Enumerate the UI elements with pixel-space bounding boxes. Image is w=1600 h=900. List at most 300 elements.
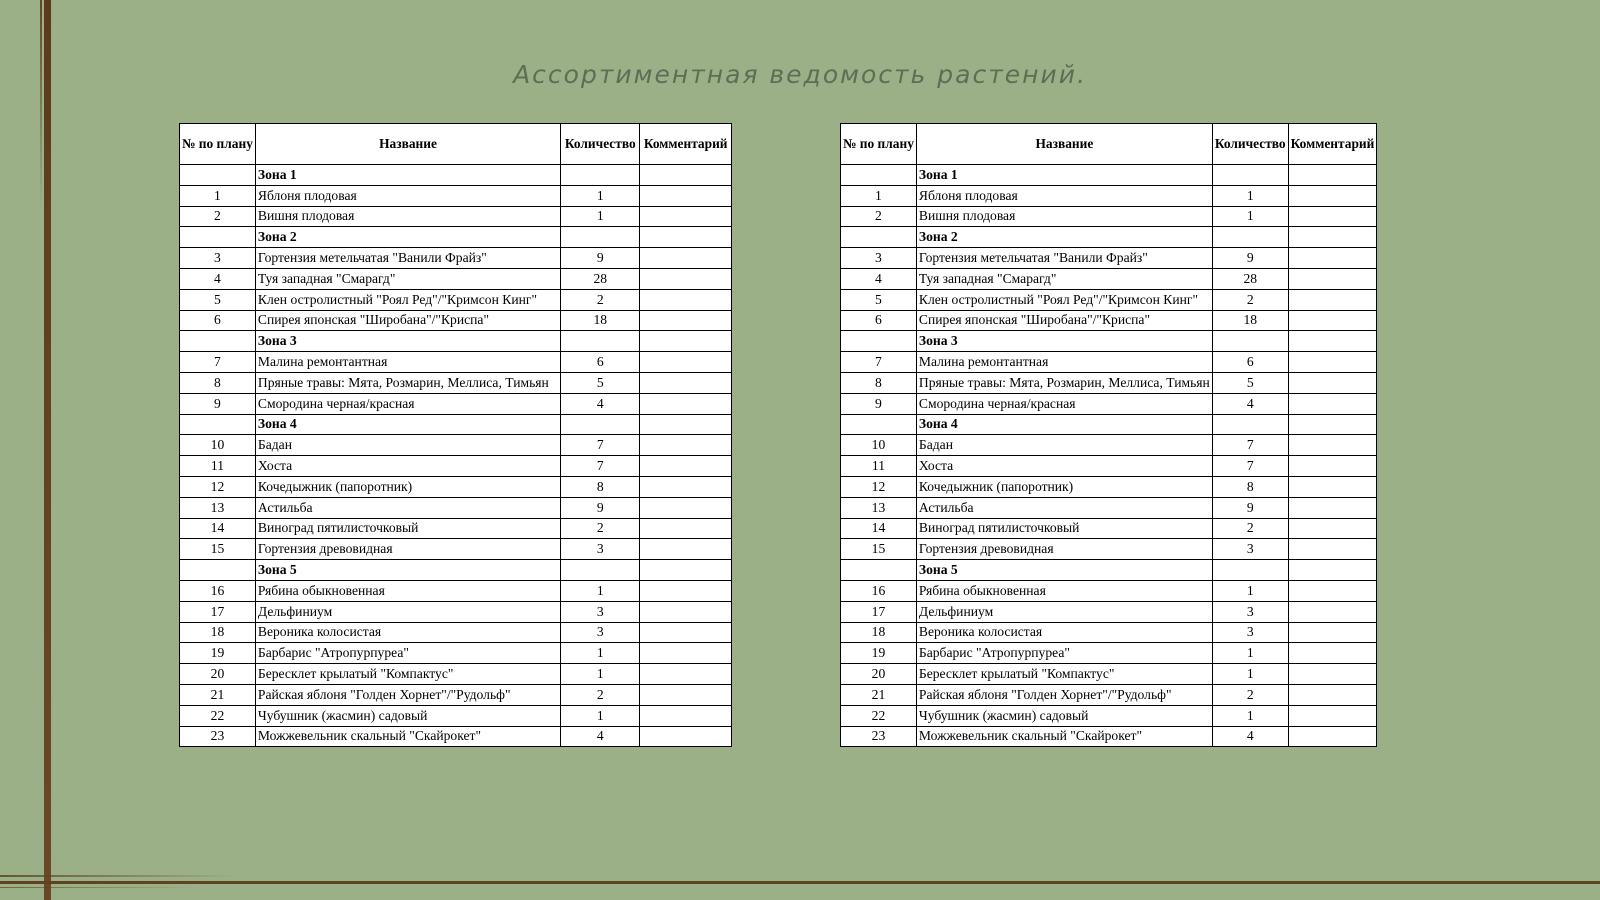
cell-quantity bbox=[561, 331, 640, 352]
cell-zone-name: Зона 5 bbox=[255, 560, 560, 581]
cell-plant-name: Смородина черная/красная bbox=[916, 393, 1212, 414]
cell-plan-number bbox=[841, 414, 917, 435]
cell-plan-number: 17 bbox=[180, 601, 256, 622]
cell-quantity bbox=[561, 560, 640, 581]
table-row bbox=[841, 456, 1377, 477]
cell-plant-name: Малина ремонтантная bbox=[916, 352, 1212, 373]
table-row bbox=[180, 580, 732, 601]
table-row bbox=[841, 476, 1377, 497]
cell-plan-number: 14 bbox=[841, 518, 917, 539]
table-row bbox=[180, 476, 732, 497]
cell-plan-number bbox=[841, 165, 917, 186]
cell-comment bbox=[1288, 622, 1377, 643]
zone-header-row bbox=[180, 560, 732, 581]
cell-quantity: 28 bbox=[1212, 268, 1288, 289]
zone-header-row bbox=[180, 165, 732, 186]
cell-plan-number: 16 bbox=[841, 580, 917, 601]
cell-quantity: 1 bbox=[1212, 580, 1288, 601]
cell-quantity: 1 bbox=[561, 664, 640, 685]
table-row bbox=[180, 726, 732, 747]
cell-plan-number: 7 bbox=[180, 352, 256, 373]
cell-comment bbox=[640, 601, 732, 622]
cell-plan-number: 19 bbox=[180, 643, 256, 664]
cell-quantity bbox=[1212, 560, 1288, 581]
cell-comment bbox=[1288, 165, 1377, 186]
cell-comment bbox=[1288, 476, 1377, 497]
cell-quantity: 9 bbox=[1212, 497, 1288, 518]
table-row bbox=[841, 664, 1377, 685]
table-body bbox=[841, 165, 1377, 747]
cell-plant-name: Яблоня плодовая bbox=[255, 185, 560, 206]
cell-comment bbox=[1288, 497, 1377, 518]
cell-comment bbox=[1288, 227, 1377, 248]
cell-plant-name: Вероника колосистая bbox=[916, 622, 1212, 643]
cell-plant-name: Гортензия метельчатая "Ванили Фрайз" bbox=[916, 248, 1212, 269]
cell-plan-number bbox=[180, 560, 256, 581]
cell-quantity: 1 bbox=[1212, 206, 1288, 227]
decorative-vertical-line bbox=[44, 0, 51, 900]
cell-quantity bbox=[1212, 165, 1288, 186]
header-quantity: Количество bbox=[1212, 124, 1288, 165]
cell-plan-number: 13 bbox=[841, 497, 917, 518]
cell-plan-number: 5 bbox=[841, 289, 917, 310]
cell-comment bbox=[640, 664, 732, 685]
cell-plant-name: Вероника колосистая bbox=[255, 622, 560, 643]
cell-comment bbox=[1288, 705, 1377, 726]
cell-quantity: 6 bbox=[1212, 352, 1288, 373]
table-row bbox=[841, 185, 1377, 206]
cell-plan-number: 6 bbox=[841, 310, 917, 331]
cell-plant-name: Спирея японская "Широбана"/"Криспа" bbox=[916, 310, 1212, 331]
table-row bbox=[180, 393, 732, 414]
cell-comment bbox=[640, 414, 732, 435]
cell-quantity bbox=[561, 227, 640, 248]
cell-plant-name: Рябина обыкновенная bbox=[255, 580, 560, 601]
cell-comment bbox=[1288, 310, 1377, 331]
table-row bbox=[180, 601, 732, 622]
table-row bbox=[180, 497, 732, 518]
cell-plan-number: 11 bbox=[841, 456, 917, 477]
cell-plan-number bbox=[841, 227, 917, 248]
table-row bbox=[180, 622, 732, 643]
cell-plan-number: 9 bbox=[180, 393, 256, 414]
cell-quantity: 4 bbox=[561, 393, 640, 414]
cell-comment bbox=[640, 227, 732, 248]
header-plan-number: № по плану bbox=[841, 124, 917, 165]
cell-plant-name: Чубушник (жасмин) садовый bbox=[916, 705, 1212, 726]
cell-zone-name: Зона 3 bbox=[255, 331, 560, 352]
table-row bbox=[841, 268, 1377, 289]
table-row bbox=[841, 518, 1377, 539]
table-row bbox=[180, 643, 732, 664]
cell-plant-name: Пряные травы: Мята, Розмарин, Меллиса, Тимьян bbox=[916, 372, 1212, 393]
cell-plant-name: Дельфиниум bbox=[255, 601, 560, 622]
cell-plan-number: 18 bbox=[841, 622, 917, 643]
cell-quantity: 3 bbox=[1212, 622, 1288, 643]
cell-comment bbox=[1288, 456, 1377, 477]
cell-comment bbox=[1288, 435, 1377, 456]
cell-plant-name: Астильба bbox=[255, 497, 560, 518]
cell-quantity: 3 bbox=[561, 622, 640, 643]
cell-quantity: 1 bbox=[561, 643, 640, 664]
table-row bbox=[180, 185, 732, 206]
zone-header-row bbox=[180, 331, 732, 352]
cell-comment bbox=[1288, 268, 1377, 289]
cell-quantity: 28 bbox=[561, 268, 640, 289]
cell-plant-name: Клен остролистный "Роял Ред"/"Кримсон Кинг" bbox=[255, 289, 560, 310]
cell-plant-name: Райская яблоня "Голден Хорнет"/"Рудольф" bbox=[916, 684, 1212, 705]
zone-header-row bbox=[841, 227, 1377, 248]
cell-plant-name: Хоста bbox=[255, 456, 560, 477]
cell-comment bbox=[640, 560, 732, 581]
cell-plant-name: Спирея японская "Широбана"/"Криспа" bbox=[255, 310, 560, 331]
cell-plant-name: Бересклет крылатый "Компактус" bbox=[255, 664, 560, 685]
cell-plan-number: 12 bbox=[841, 476, 917, 497]
cell-plant-name: Малина ремонтантная bbox=[255, 352, 560, 373]
cell-comment bbox=[1288, 684, 1377, 705]
table-row bbox=[180, 456, 732, 477]
cell-quantity: 1 bbox=[561, 580, 640, 601]
cell-quantity: 3 bbox=[561, 539, 640, 560]
decorative-horizontal-line bbox=[0, 881, 1600, 884]
cell-plant-name: Гортензия древовидная bbox=[255, 539, 560, 560]
cell-quantity: 1 bbox=[561, 185, 640, 206]
table-row bbox=[180, 435, 732, 456]
cell-plan-number bbox=[180, 227, 256, 248]
table-header-row bbox=[180, 124, 732, 165]
cell-comment bbox=[640, 684, 732, 705]
cell-comment bbox=[640, 268, 732, 289]
cell-zone-name: Зона 4 bbox=[255, 414, 560, 435]
cell-plan-number: 21 bbox=[841, 684, 917, 705]
cell-quantity: 2 bbox=[561, 684, 640, 705]
zone-header-row bbox=[841, 560, 1377, 581]
cell-plan-number: 16 bbox=[180, 580, 256, 601]
cell-quantity: 2 bbox=[561, 289, 640, 310]
cell-plan-number: 5 bbox=[180, 289, 256, 310]
cell-quantity: 4 bbox=[1212, 726, 1288, 747]
cell-comment bbox=[640, 435, 732, 456]
table-row bbox=[841, 726, 1377, 747]
cell-quantity: 2 bbox=[1212, 518, 1288, 539]
cell-comment bbox=[640, 580, 732, 601]
cell-plant-name: Дельфиниум bbox=[916, 601, 1212, 622]
cell-comment bbox=[640, 497, 732, 518]
cell-plan-number: 9 bbox=[841, 393, 917, 414]
cell-quantity: 6 bbox=[561, 352, 640, 373]
table-row bbox=[180, 372, 732, 393]
cell-plan-number: 15 bbox=[180, 539, 256, 560]
cell-comment bbox=[640, 456, 732, 477]
cell-quantity: 1 bbox=[1212, 705, 1288, 726]
table-row bbox=[841, 248, 1377, 269]
cell-comment bbox=[640, 165, 732, 186]
cell-comment bbox=[1288, 580, 1377, 601]
cell-quantity: 7 bbox=[561, 456, 640, 477]
cell-plan-number: 11 bbox=[180, 456, 256, 477]
cell-comment bbox=[640, 518, 732, 539]
cell-plan-number: 2 bbox=[841, 206, 917, 227]
decorative-horizontal-line-fade bbox=[0, 875, 240, 877]
cell-comment bbox=[1288, 560, 1377, 581]
cell-comment bbox=[1288, 664, 1377, 685]
cell-zone-name: Зона 1 bbox=[916, 165, 1212, 186]
cell-plant-name: Чубушник (жасмин) садовый bbox=[255, 705, 560, 726]
cell-plan-number: 10 bbox=[180, 435, 256, 456]
cell-comment bbox=[640, 643, 732, 664]
cell-comment bbox=[640, 331, 732, 352]
table-row bbox=[180, 248, 732, 269]
cell-comment bbox=[640, 248, 732, 269]
zone-header-row bbox=[841, 414, 1377, 435]
zone-header-row bbox=[841, 331, 1377, 352]
cell-comment bbox=[1288, 601, 1377, 622]
cell-quantity: 18 bbox=[561, 310, 640, 331]
cell-comment bbox=[640, 206, 732, 227]
cell-plant-name: Виноград пятилисточковый bbox=[916, 518, 1212, 539]
cell-plant-name: Яблоня плодовая bbox=[916, 185, 1212, 206]
cell-plan-number: 6 bbox=[180, 310, 256, 331]
cell-comment bbox=[640, 310, 732, 331]
cell-quantity: 1 bbox=[1212, 664, 1288, 685]
cell-quantity bbox=[1212, 414, 1288, 435]
cell-quantity bbox=[561, 414, 640, 435]
slide-title: Ассортиментная ведомость растений. bbox=[513, 60, 1087, 89]
cell-plan-number: 20 bbox=[841, 664, 917, 685]
cell-zone-name: Зона 4 bbox=[916, 414, 1212, 435]
header-name: Название bbox=[916, 124, 1212, 165]
cell-plan-number: 2 bbox=[180, 206, 256, 227]
cell-plan-number bbox=[180, 331, 256, 352]
cell-plan-number bbox=[841, 560, 917, 581]
cell-plant-name: Пряные травы: Мята, Розмарин, Меллиса, Тимьян bbox=[255, 372, 560, 393]
cell-quantity: 1 bbox=[561, 705, 640, 726]
cell-quantity: 1 bbox=[1212, 185, 1288, 206]
table-row bbox=[841, 643, 1377, 664]
header-comment: Комментарий bbox=[1288, 124, 1377, 165]
cell-plant-name: Бадан bbox=[255, 435, 560, 456]
header-plan-number: № по плану bbox=[180, 124, 256, 165]
cell-plant-name: Туя западная "Смарагд" bbox=[255, 268, 560, 289]
header-comment: Комментарий bbox=[640, 124, 732, 165]
cell-plant-name: Рябина обыкновенная bbox=[916, 580, 1212, 601]
cell-plant-name: Барбарис "Атропурпуреа" bbox=[255, 643, 560, 664]
cell-comment bbox=[640, 289, 732, 310]
cell-plan-number: 13 bbox=[180, 497, 256, 518]
cell-comment bbox=[640, 539, 732, 560]
cell-plant-name: Вишня плодовая bbox=[255, 206, 560, 227]
table-row bbox=[180, 352, 732, 373]
cell-comment bbox=[1288, 726, 1377, 747]
cell-quantity: 9 bbox=[561, 248, 640, 269]
header-quantity: Количество bbox=[561, 124, 640, 165]
cell-plant-name: Можжевельник скальный "Скайрокет" bbox=[916, 726, 1212, 747]
cell-plan-number: 4 bbox=[841, 268, 917, 289]
cell-quantity: 2 bbox=[1212, 289, 1288, 310]
cell-quantity: 4 bbox=[561, 726, 640, 747]
zone-header-row bbox=[180, 414, 732, 435]
table-row bbox=[841, 310, 1377, 331]
cell-plan-number: 1 bbox=[180, 185, 256, 206]
cell-zone-name: Зона 1 bbox=[255, 165, 560, 186]
cell-plant-name: Вишня плодовая bbox=[916, 206, 1212, 227]
cell-plant-name: Гортензия древовидная bbox=[916, 539, 1212, 560]
decorative-vertical-line-thin bbox=[40, 0, 42, 210]
cell-comment bbox=[1288, 643, 1377, 664]
cell-plant-name: Кочедыжник (папоротник) bbox=[916, 476, 1212, 497]
cell-plan-number: 22 bbox=[180, 705, 256, 726]
cell-plant-name: Райская яблоня "Голден Хорнет"/"Рудольф" bbox=[255, 684, 560, 705]
table-row bbox=[180, 289, 732, 310]
cell-quantity: 5 bbox=[561, 372, 640, 393]
cell-plan-number bbox=[841, 331, 917, 352]
cell-quantity: 9 bbox=[561, 497, 640, 518]
cell-plant-name: Гортензия метельчатая "Ванили Фрайз" bbox=[255, 248, 560, 269]
cell-quantity: 1 bbox=[1212, 643, 1288, 664]
cell-plan-number: 8 bbox=[841, 372, 917, 393]
cell-quantity: 1 bbox=[561, 206, 640, 227]
cell-plan-number: 4 bbox=[180, 268, 256, 289]
cell-plan-number: 3 bbox=[841, 248, 917, 269]
table-row bbox=[180, 664, 732, 685]
cell-comment bbox=[1288, 539, 1377, 560]
cell-comment bbox=[1288, 518, 1377, 539]
cell-plan-number: 8 bbox=[180, 372, 256, 393]
cell-zone-name: Зона 2 bbox=[255, 227, 560, 248]
cell-comment bbox=[640, 622, 732, 643]
cell-plan-number bbox=[180, 414, 256, 435]
cell-plant-name: Смородина черная/красная bbox=[255, 393, 560, 414]
cell-quantity bbox=[1212, 331, 1288, 352]
cell-zone-name: Зона 2 bbox=[916, 227, 1212, 248]
cell-plan-number: 22 bbox=[841, 705, 917, 726]
cell-plan-number: 17 bbox=[841, 601, 917, 622]
table-row bbox=[841, 372, 1377, 393]
table-row bbox=[841, 289, 1377, 310]
cell-plan-number: 20 bbox=[180, 664, 256, 685]
cell-comment bbox=[640, 352, 732, 373]
table-row bbox=[841, 497, 1377, 518]
cell-quantity bbox=[561, 165, 640, 186]
table-row bbox=[841, 601, 1377, 622]
cell-plan-number: 3 bbox=[180, 248, 256, 269]
cell-comment bbox=[640, 705, 732, 726]
cell-quantity: 3 bbox=[561, 601, 640, 622]
cell-comment bbox=[640, 726, 732, 747]
cell-zone-name: Зона 3 bbox=[916, 331, 1212, 352]
zone-header-row bbox=[180, 227, 732, 248]
cell-quantity: 3 bbox=[1212, 539, 1288, 560]
cell-quantity: 8 bbox=[561, 476, 640, 497]
table-body bbox=[180, 165, 732, 747]
table-row bbox=[841, 580, 1377, 601]
cell-quantity: 8 bbox=[1212, 476, 1288, 497]
plant-table-right bbox=[840, 123, 1377, 747]
cell-plan-number: 21 bbox=[180, 684, 256, 705]
cell-zone-name: Зона 5 bbox=[916, 560, 1212, 581]
cell-plant-name: Можжевельник скальный "Скайрокет" bbox=[255, 726, 560, 747]
cell-plant-name: Хоста bbox=[916, 456, 1212, 477]
cell-plan-number: 18 bbox=[180, 622, 256, 643]
cell-plant-name: Барбарис "Атропурпуреа" bbox=[916, 643, 1212, 664]
cell-plan-number bbox=[180, 165, 256, 186]
table-row bbox=[841, 622, 1377, 643]
cell-comment bbox=[1288, 185, 1377, 206]
cell-plant-name: Кочедыжник (папоротник) bbox=[255, 476, 560, 497]
table-row bbox=[841, 539, 1377, 560]
cell-plan-number: 1 bbox=[841, 185, 917, 206]
cell-comment bbox=[1288, 352, 1377, 373]
cell-comment bbox=[640, 393, 732, 414]
decorative-horizontal-line-fade-lower bbox=[0, 887, 200, 888]
cell-plant-name: Бадан bbox=[916, 435, 1212, 456]
cell-comment bbox=[640, 185, 732, 206]
table-row bbox=[180, 539, 732, 560]
table-header-row bbox=[841, 124, 1377, 165]
cell-plant-name: Клен остролистный "Роял Ред"/"Кримсон Кинг" bbox=[916, 289, 1212, 310]
cell-quantity: 2 bbox=[1212, 684, 1288, 705]
zone-header-row bbox=[841, 165, 1377, 186]
cell-comment bbox=[640, 476, 732, 497]
cell-comment bbox=[1288, 372, 1377, 393]
table-row bbox=[841, 684, 1377, 705]
table-row bbox=[180, 206, 732, 227]
cell-comment bbox=[1288, 414, 1377, 435]
plant-table-left bbox=[179, 123, 732, 747]
cell-comment bbox=[640, 372, 732, 393]
cell-quantity: 18 bbox=[1212, 310, 1288, 331]
cell-quantity: 7 bbox=[1212, 435, 1288, 456]
table-row bbox=[180, 518, 732, 539]
cell-plant-name: Астильба bbox=[916, 497, 1212, 518]
cell-plan-number: 7 bbox=[841, 352, 917, 373]
table-row bbox=[841, 393, 1377, 414]
cell-plan-number: 23 bbox=[841, 726, 917, 747]
table-row bbox=[180, 310, 732, 331]
cell-plan-number: 23 bbox=[180, 726, 256, 747]
cell-plant-name: Бересклет крылатый "Компактус" bbox=[916, 664, 1212, 685]
cell-plant-name: Виноград пятилисточковый bbox=[255, 518, 560, 539]
cell-quantity: 7 bbox=[561, 435, 640, 456]
table-row bbox=[180, 684, 732, 705]
cell-plant-name: Туя западная "Смарагд" bbox=[916, 268, 1212, 289]
cell-quantity: 3 bbox=[1212, 601, 1288, 622]
table-row bbox=[841, 435, 1377, 456]
cell-quantity: 4 bbox=[1212, 393, 1288, 414]
cell-plan-number: 14 bbox=[180, 518, 256, 539]
cell-quantity bbox=[1212, 227, 1288, 248]
cell-comment bbox=[1288, 289, 1377, 310]
table-row bbox=[841, 352, 1377, 373]
cell-comment bbox=[1288, 331, 1377, 352]
table-row bbox=[180, 268, 732, 289]
header-name: Название bbox=[255, 124, 560, 165]
cell-plan-number: 19 bbox=[841, 643, 917, 664]
cell-plan-number: 12 bbox=[180, 476, 256, 497]
cell-comment bbox=[1288, 206, 1377, 227]
cell-quantity: 9 bbox=[1212, 248, 1288, 269]
cell-comment bbox=[1288, 248, 1377, 269]
table-row bbox=[180, 705, 732, 726]
table-row bbox=[841, 206, 1377, 227]
table-row bbox=[841, 705, 1377, 726]
cell-plan-number: 15 bbox=[841, 539, 917, 560]
cell-plan-number: 10 bbox=[841, 435, 917, 456]
cell-quantity: 5 bbox=[1212, 372, 1288, 393]
cell-quantity: 7 bbox=[1212, 456, 1288, 477]
cell-quantity: 2 bbox=[561, 518, 640, 539]
cell-comment bbox=[1288, 393, 1377, 414]
